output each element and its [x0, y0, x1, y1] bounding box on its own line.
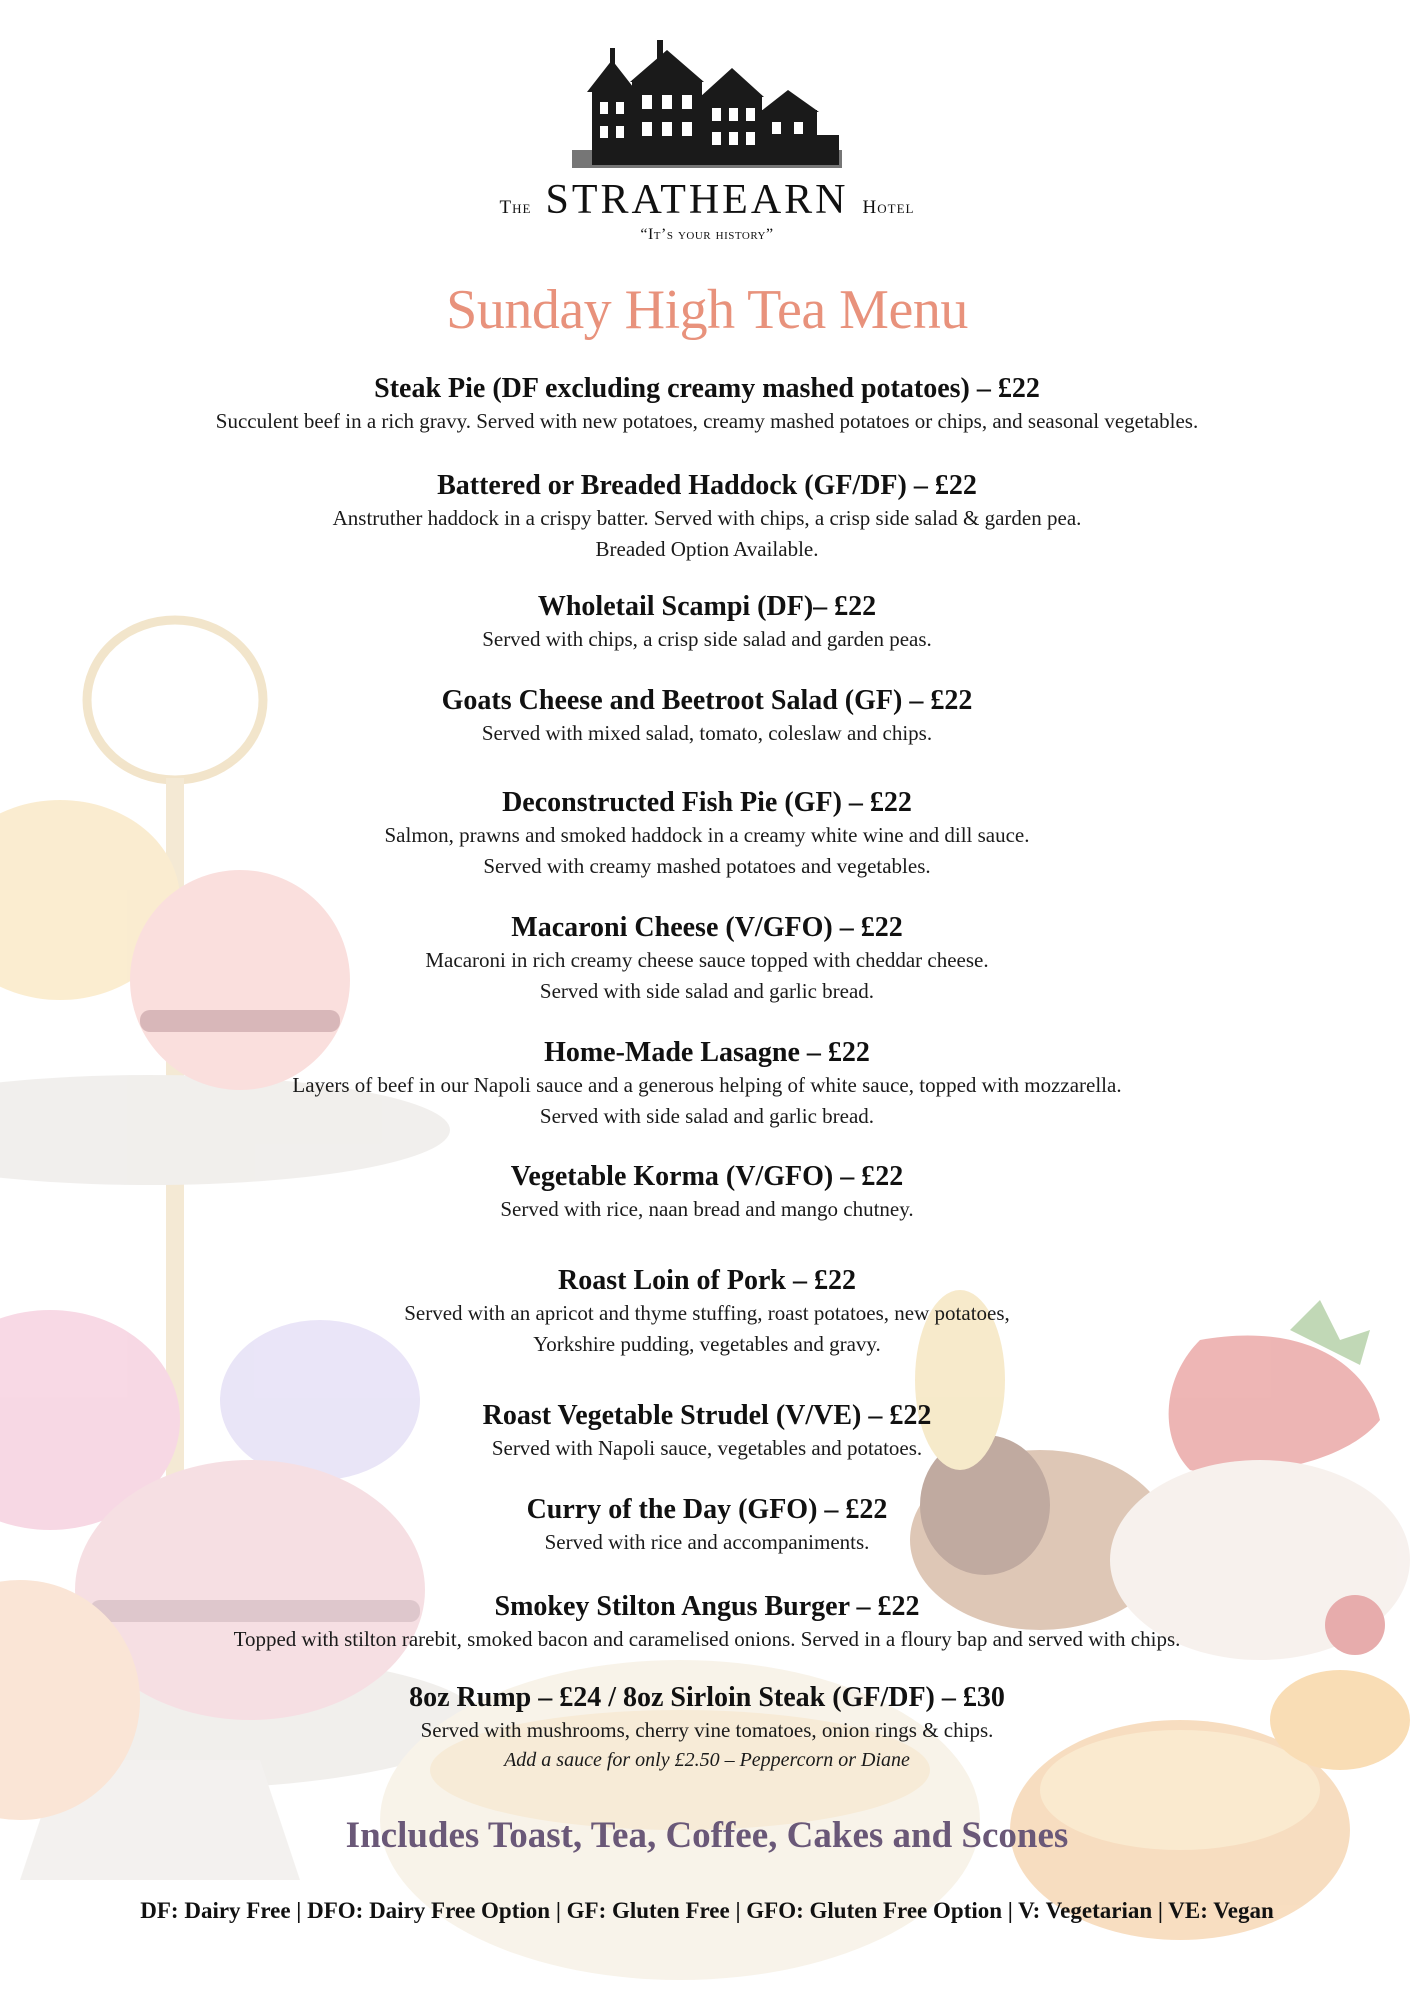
menu-item	[0, 372, 1414, 437]
menu-item	[0, 1036, 1414, 1132]
menu-item-description: Served with an apricot and thyme stuffing, roast potatoes, new potatoes,	[404, 1301, 1010, 1325]
menu-item-description: Yorkshire pudding, vegetables and gravy.	[533, 1332, 881, 1356]
menu-item-sauce-note: Add a sauce for only £2.50 – Peppercorn or Diane	[504, 1749, 910, 1771]
includes-banner: Includes Toast, Tea, Coffee, Cakes and Scones	[345, 1815, 1069, 1856]
menu-item	[0, 469, 1414, 565]
menu-item-description: Served with rice and accompaniments.	[544, 1530, 870, 1554]
menu-item	[0, 1399, 1414, 1464]
menu-item-title: Roast Loin of Pork – £22	[558, 1265, 856, 1296]
hotel-name-line	[0, 176, 1414, 224]
menu-item-description: Served with side salad and garlic bread.	[539, 1104, 875, 1128]
menu-item	[0, 684, 1414, 749]
menu-item	[0, 1264, 1414, 1360]
menu-item-description: Served with mushrooms, cherry vine tomatoes, onion rings & chips.	[420, 1718, 994, 1742]
menu-item-description: Breaded Option Available.	[595, 537, 819, 561]
menu-item	[0, 1160, 1414, 1225]
menu-item-description: Served with Napoli sauce, vegetables and potatoes.	[491, 1436, 923, 1460]
menu-item-title: Steak Pie (DF excluding creamy mashed potatoes) – £22	[374, 373, 1040, 404]
menu-item-description: Anstruther haddock in a crispy batter. Served with chips, a crisp side salad & garden pea.	[332, 506, 1082, 530]
menu-item-description: Served with mixed salad, tomato, coleslaw and chips.	[481, 721, 933, 745]
menu-item-title: Roast Vegetable Strudel (V/VE) – £22	[482, 1400, 932, 1431]
dietary-legend: DF: Dairy Free | DFO: Dairy Free Option | GF: Gluten Free | GFO: Gluten Free Option | V: Vegetarian | VE: Vegan	[140, 1898, 1274, 1923]
menu-item-title: Vegetable Korma (V/GFO) – £22	[510, 1161, 904, 1192]
hotel-tagline: “It’s your history”	[640, 226, 774, 243]
menu-item-title: Curry of the Day (GFO) – £22	[526, 1494, 888, 1525]
menu-item-description: Served with side salad and garlic bread.	[539, 979, 875, 1003]
menu-item-title: Macaroni Cheese (V/GFO) – £22	[511, 912, 903, 943]
hotel-name: STRATHEARN	[545, 177, 849, 223]
menu-item-title: Wholetail Scampi (DF)– £22	[537, 591, 877, 622]
hotel-prefix: The	[499, 197, 532, 218]
menu-item-title: Battered or Breaded Haddock (GF/DF) – £22	[437, 470, 977, 501]
menu-item-description: Succulent beef in a rich gravy. Served with new potatoes, creamy mashed potatoes or chips, and seasonal vegetables.	[215, 409, 1199, 433]
menu-item-title: Smokey Stilton Angus Burger – £22	[494, 1591, 920, 1622]
menu-item	[0, 911, 1414, 1007]
menu-item-description: Layers of beef in our Napoli sauce and a generous helping of white sauce, topped with mozzarella.	[292, 1073, 1122, 1097]
menu-item-description: Topped with stilton rarebit, smoked bacon and caramelised onions. Served in a floury bap and served with chips.	[233, 1627, 1181, 1651]
menu-item	[0, 590, 1414, 655]
hotel-logo	[0, 40, 1414, 244]
menu-item-description: Served with rice, naan bread and mango chutney.	[500, 1197, 914, 1221]
hotel-suffix: Hotel	[862, 197, 915, 218]
menu-item-description: Macaroni in rich creamy cheese sauce topped with cheddar cheese.	[425, 948, 989, 972]
menu-item	[0, 1493, 1414, 1558]
menu-item-description: Served with chips, a crisp side salad and garden peas.	[482, 627, 932, 651]
menu-item-description: Salmon, prawns and smoked haddock in a creamy white wine and dill sauce.	[384, 823, 1030, 847]
menu-item	[0, 1590, 1414, 1655]
menu-item-title: Home-Made Lasagne – £22	[544, 1037, 870, 1068]
menu-item-title: Deconstructed Fish Pie (GF) – £22	[502, 787, 912, 818]
menu-item	[0, 786, 1414, 882]
menu-item-description: Served with creamy mashed potatoes and vegetables.	[483, 854, 931, 878]
menu-title: Sunday High Tea Menu	[446, 279, 968, 341]
menu-item	[0, 1681, 1414, 1774]
hotel-building-icon	[572, 40, 842, 170]
menu-item-title: Goats Cheese and Beetroot Salad (GF) – £22	[441, 685, 973, 716]
menu-item-title: 8oz Rump – £24 / 8oz Sirloin Steak (GF/DF) – £30	[409, 1682, 1005, 1713]
